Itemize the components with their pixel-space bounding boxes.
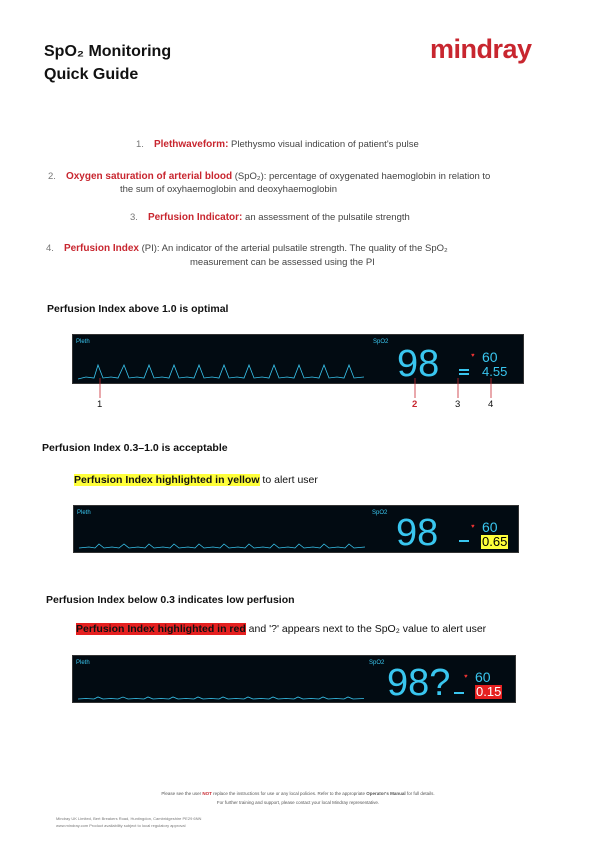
definition-4-line2: measurement can be assessed using the PI xyxy=(190,257,375,268)
definition-2-line2: the sum of oxyhaemoglobin and deoxyhaemoglobin xyxy=(120,184,338,195)
footer-line-2: For further training and support, please contact your local Mindray representative. xyxy=(216,800,380,805)
perfusion-indicator-icon xyxy=(454,692,464,694)
pleth-label: Pleth xyxy=(76,660,90,666)
perfusion-index-value: 0.65 xyxy=(482,534,508,549)
definition-key: Perfusion Index xyxy=(63,243,139,254)
monitor-display-1 xyxy=(72,334,524,384)
pleth-label: Pleth xyxy=(77,510,91,516)
definition-3: 3. Perfusion Indicator: an assessment of the pulsatile strength xyxy=(130,212,410,223)
footer-address: Mindray UK Limited, Bert Breakers Road, Huntingdon, Cambridgeshire PE29 6NN xyxy=(56,816,202,821)
yellow-highlight-text: Perfusion Index highlighted in yellow xyxy=(74,474,260,486)
definition-4: 4. Perfusion Index (PI): An indicator of the arterial pulsatile strength. The quality of the SpO₂ xyxy=(46,243,448,254)
definition-2: 2. Oxygen saturation of arterial blood (SpO₂): percentage of oxygenated haemoglobin in relation to xyxy=(48,171,491,182)
callout-4: 4 xyxy=(488,399,494,410)
spo2-value: 98 xyxy=(396,512,439,554)
pleth-waveform xyxy=(76,668,366,702)
spo2-label: SpO2 xyxy=(369,660,385,666)
callout-2: 2 xyxy=(412,399,418,410)
perfusion-index-value: 0.15 xyxy=(476,684,502,699)
pleth-waveform xyxy=(77,518,367,552)
red-highlight-text: Perfusion Index highlighted in red xyxy=(76,623,246,635)
title-line-1: SpO₂ Monitoring xyxy=(44,43,172,60)
spo2-label: SpO2 xyxy=(372,510,388,516)
perfusion-index-value: 4.55 xyxy=(482,364,508,379)
section-2-note: Perfusion Index highlighted in yellow to alert user xyxy=(74,474,318,486)
perfusion-indicator-icon xyxy=(459,540,469,544)
monitor-display-2 xyxy=(73,505,519,553)
title-line-2: Quick Guide xyxy=(44,66,139,83)
section-3-note: Perfusion Index highlighted in red and '?' appears next to the SpO₂ value to alert user xyxy=(76,623,487,635)
pleth-label: Pleth xyxy=(76,339,90,345)
pulse-rate-value: 60 xyxy=(482,519,498,535)
definition-key: Plethwaveform: xyxy=(153,139,229,150)
definition-key: Oxygen saturation of arterial blood xyxy=(65,171,233,182)
section-2-heading: Perfusion Index 0.3–1.0 is acceptable xyxy=(42,442,228,454)
section-1-heading: Perfusion Index above 1.0 is optimal xyxy=(47,303,229,315)
footer-disclaimer: www.mindray.com Product availability subject to local regulatory approval xyxy=(56,823,186,828)
monitor-display-3 xyxy=(72,655,516,703)
pulse-rate-value: 60 xyxy=(475,669,491,685)
perfusion-indicator-icon xyxy=(459,369,469,375)
heart-icon: ♥ xyxy=(464,674,468,680)
pulse-rate-value: 60 xyxy=(482,349,498,365)
spo2-value: 98? xyxy=(387,662,451,704)
mindray-logo: mindray xyxy=(430,34,532,64)
callout-1: 1 xyxy=(97,399,103,410)
footer-line-1: Please see the user NOT replace the instructions for use or any local policies. Refer to the appropriate Operator's Manual for full details. xyxy=(161,791,435,796)
definition-1: 1. Plethwaveform: Plethysmo visual indication of patient's pulse xyxy=(136,139,419,150)
page-title xyxy=(44,40,171,86)
heart-icon: ♥ xyxy=(471,524,475,530)
definition-key: Perfusion Indicator: xyxy=(147,212,243,223)
callout-lines xyxy=(90,378,500,400)
spo2-value: 98 xyxy=(397,343,440,385)
callout-3: 3 xyxy=(455,399,461,410)
heart-icon: ♥ xyxy=(471,353,475,359)
spo2-label: SpO2 xyxy=(373,339,389,345)
section-3-heading: Perfusion Index below 0.3 indicates low perfusion xyxy=(46,594,295,606)
